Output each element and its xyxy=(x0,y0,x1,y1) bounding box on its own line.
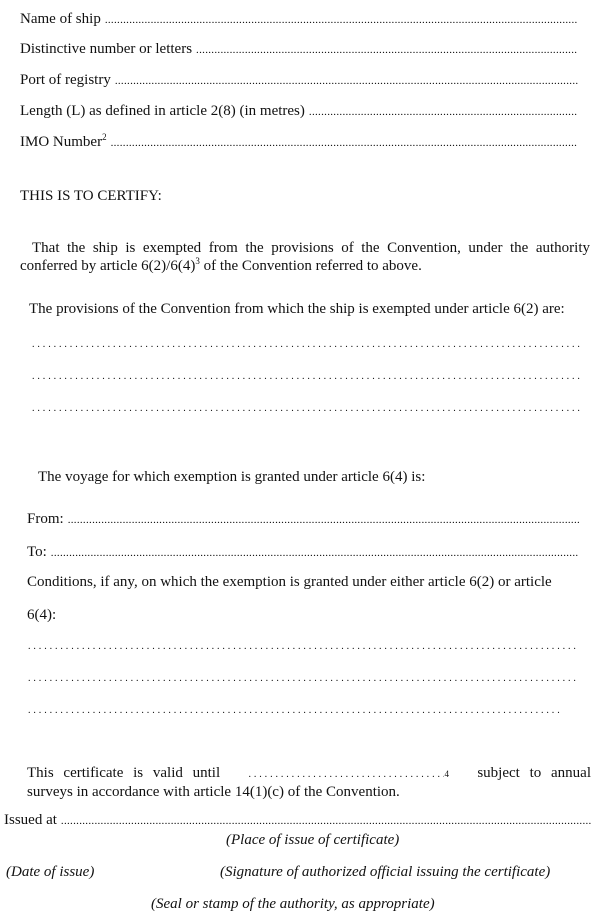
conditions-blank-line-3[interactable] xyxy=(28,702,560,720)
name-of-ship-field[interactable] xyxy=(20,10,578,29)
exemption-line-2-pre: conferred by article 6(2)/6(4) xyxy=(20,258,196,274)
exemption-line-1: That the ship is exempted from the provisions of the Convention, under the authority xyxy=(32,240,590,256)
validity-post: subject to annual xyxy=(477,765,591,781)
imo-number-text: IMO Number xyxy=(20,134,103,150)
voyage-intro: The voyage for which exemption is granted under article 6(4) is: xyxy=(38,469,426,485)
exemption-paragraph xyxy=(20,239,590,275)
distinctive-number-label: Distinctive number or letters xyxy=(20,41,193,57)
issued-at-field[interactable] xyxy=(4,811,592,830)
issued-at-blank[interactable] xyxy=(61,812,592,830)
provisions-blank-line-1[interactable] xyxy=(32,336,580,354)
distinctive-number-field[interactable] xyxy=(20,40,578,59)
signature-caption: (Signature of authorized official issuing the certificate) xyxy=(220,864,551,880)
voyage-from-label: From: xyxy=(27,511,64,527)
length-field[interactable] xyxy=(20,102,578,121)
validity-line-2: surveys in accordance with article 14(1)(c) of the Convention. xyxy=(27,784,400,800)
issued-at-label: Issued at xyxy=(4,812,57,828)
validity-date-blank[interactable]: . . . 4 xyxy=(248,766,449,784)
port-of-registry-blank[interactable] xyxy=(115,72,578,90)
certify-heading: THIS IS TO CERTIFY: xyxy=(20,188,162,204)
validity-line-1 xyxy=(27,764,591,784)
exemption-line-2-post: of the Convention referred to above. xyxy=(199,258,422,274)
footnote-marker: 2 xyxy=(102,132,107,142)
seal-caption: (Seal or stamp of the authority, as appropriate) xyxy=(151,896,435,912)
port-of-registry-field[interactable] xyxy=(20,71,578,90)
date-of-issue-caption: (Date of issue) xyxy=(6,864,95,880)
provisions-blank-line-3[interactable] xyxy=(32,400,580,418)
conditions-line-2: 6(4): xyxy=(27,607,57,623)
imo-number-label xyxy=(20,133,107,151)
footnote-marker: 3 xyxy=(195,256,200,266)
place-of-issue-caption: (Place of issue of certificate) xyxy=(226,832,400,848)
name-of-ship-label: Name of ship xyxy=(20,11,101,27)
conditions-blank-line-2[interactable] xyxy=(28,670,578,688)
imo-number-field[interactable] xyxy=(20,133,578,152)
distinctive-number-blank[interactable] xyxy=(196,41,578,59)
exemption-line-2 xyxy=(20,257,590,275)
voyage-to-blank[interactable] xyxy=(51,544,579,562)
name-of-ship-blank[interactable] xyxy=(105,11,578,29)
provisions-blank-line-2[interactable] xyxy=(32,368,580,386)
imo-number-blank[interactable] xyxy=(111,134,578,152)
voyage-from-blank[interactable] xyxy=(68,511,579,529)
voyage-to-label: To: xyxy=(27,544,47,560)
voyage-to-field[interactable] xyxy=(27,543,579,562)
provisions-intro: The provisions of the Convention from which the ship is exempted under article 6(2) are: xyxy=(29,301,565,317)
conditions-blank-line-1[interactable] xyxy=(28,638,578,656)
length-label: Length (L) as defined in article 2(8) (in metres) xyxy=(20,103,305,119)
validity-pre: This certificate is valid until xyxy=(27,765,221,781)
port-of-registry-label: Port of registry xyxy=(20,72,111,88)
length-blank[interactable] xyxy=(309,103,578,121)
conditions-line-1: Conditions, if any, on which the exemption is granted under either article 6(2) or article xyxy=(27,574,552,590)
voyage-from-field[interactable] xyxy=(27,510,579,529)
